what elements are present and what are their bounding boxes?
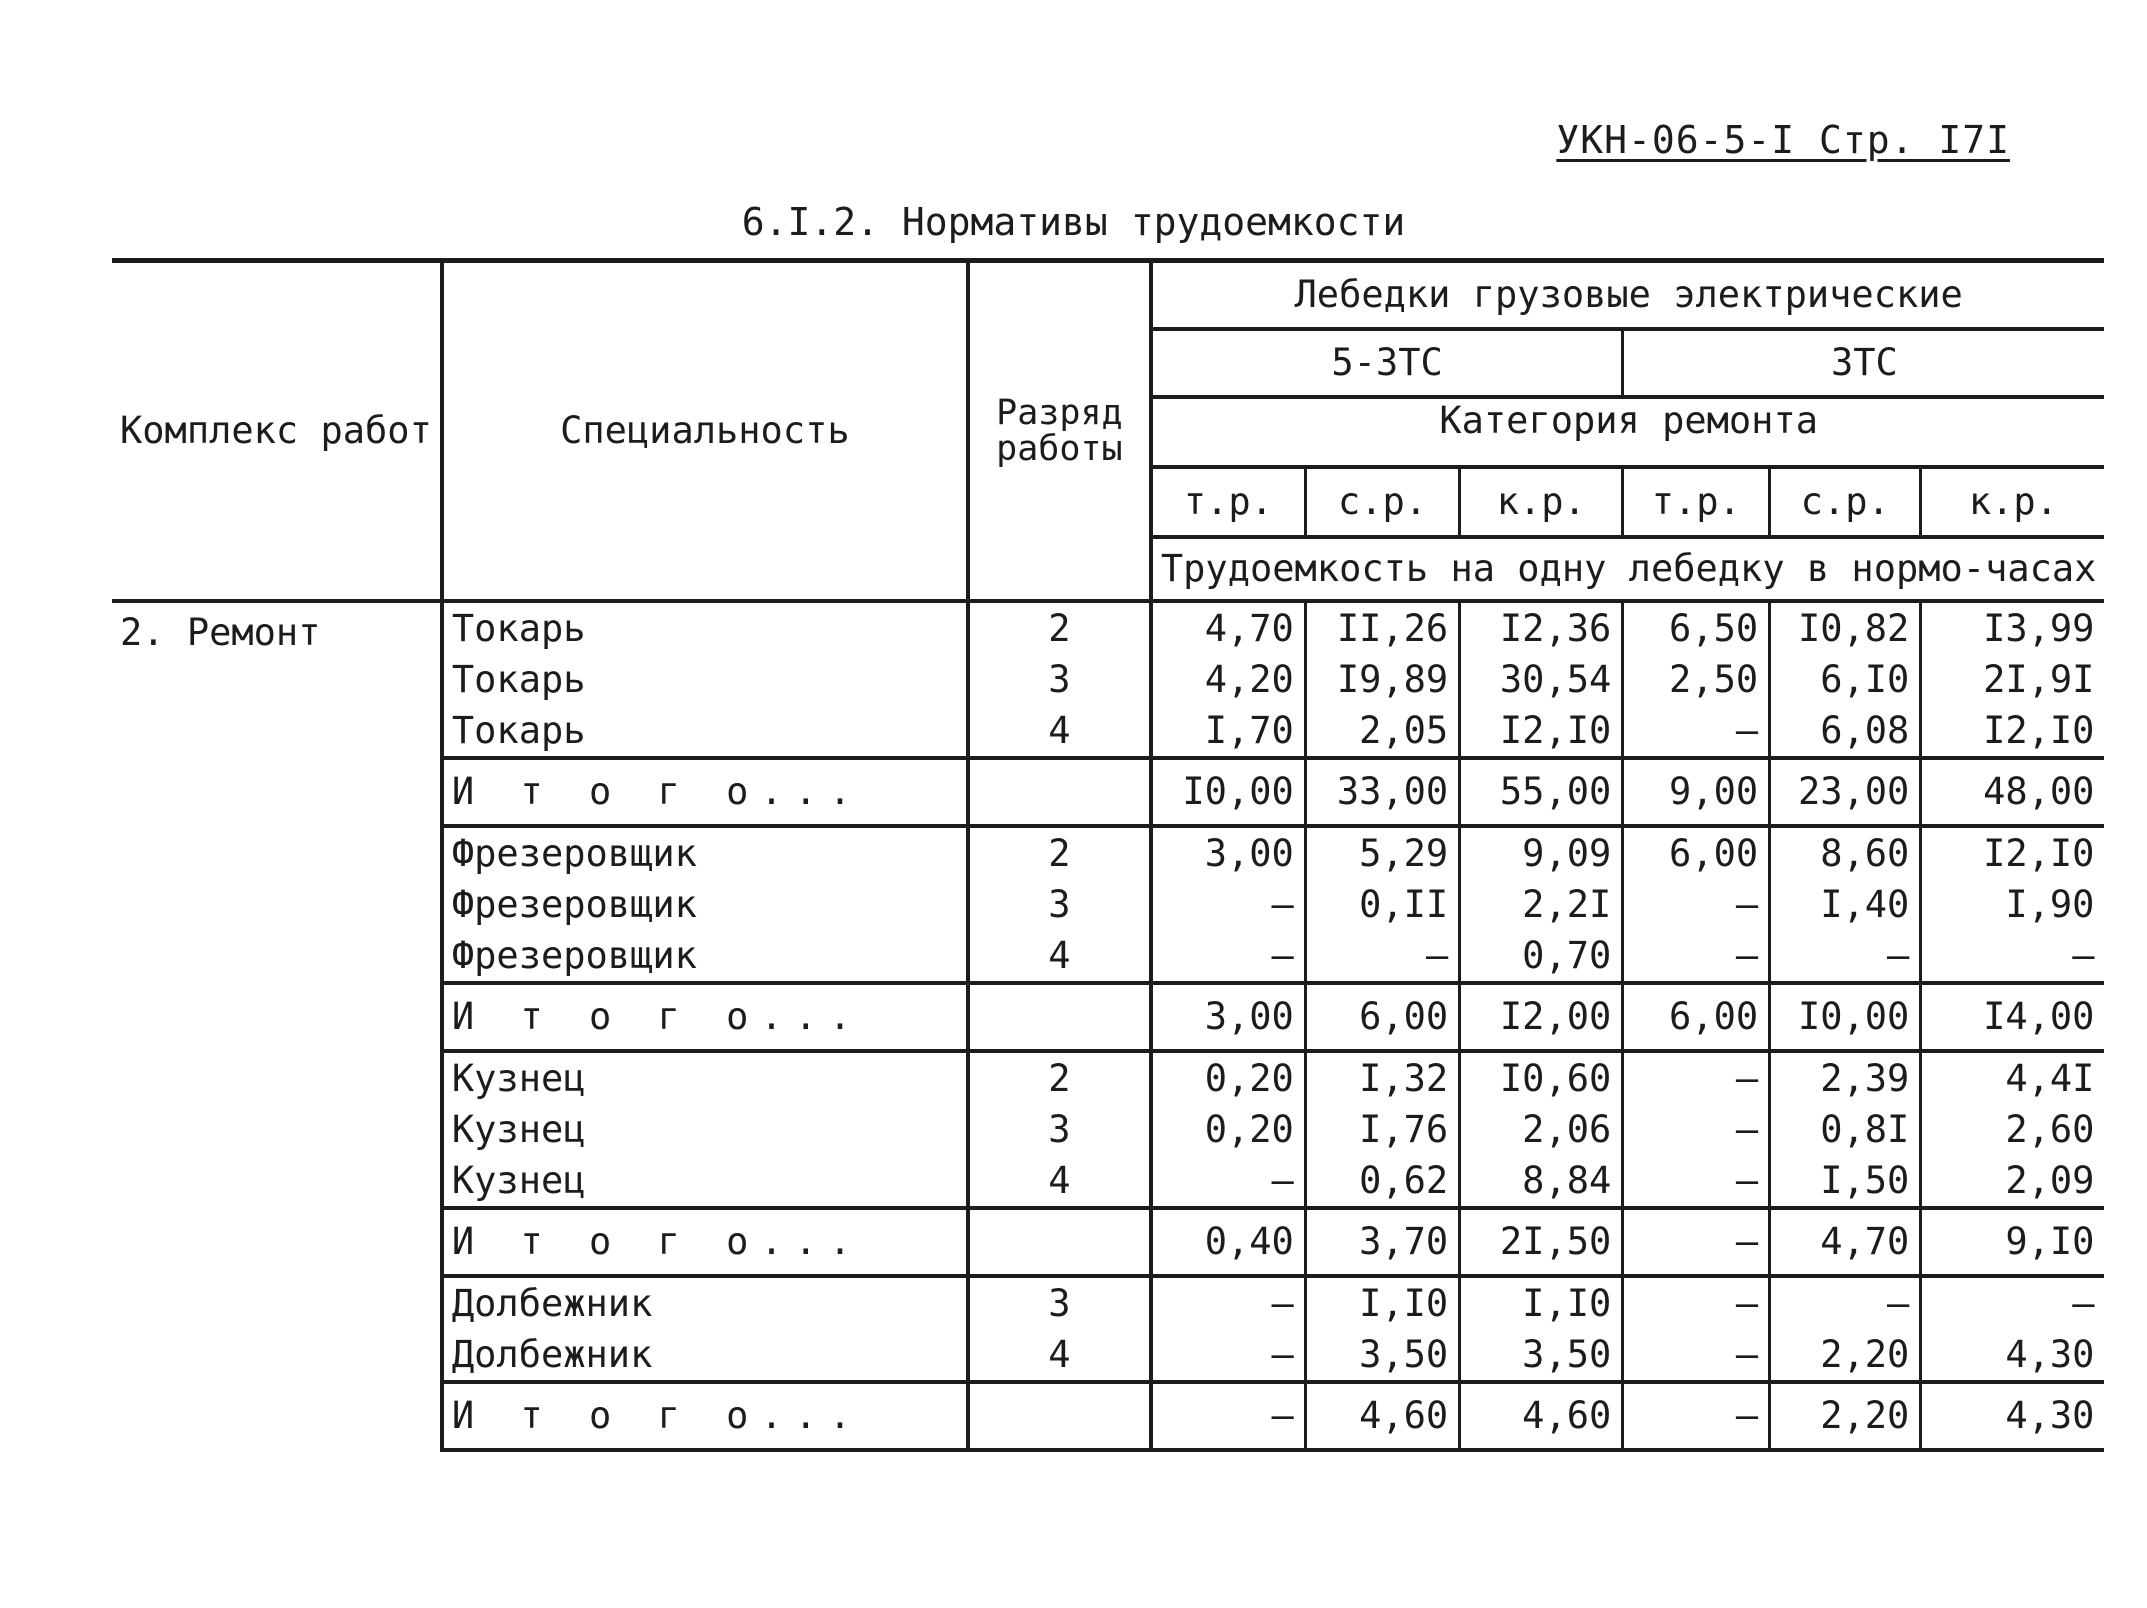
value-cell: – [1151, 1155, 1305, 1208]
total-value-cell: 0,40 [1151, 1208, 1305, 1276]
table-title: 6.I.2. Нормативы трудоемкости [741, 200, 1406, 244]
value-cell: 8,84 [1460, 1155, 1623, 1208]
row-grade: 3 [968, 654, 1151, 705]
value-cell: I,40 [1770, 879, 1921, 930]
value-cell: 0,8I [1770, 1104, 1921, 1155]
value-cell: – [1151, 1329, 1305, 1382]
value-cell: 6,50 [1623, 601, 1770, 654]
row-specialty: Фрезеровщик [442, 879, 968, 930]
total-label: И т о г о... [442, 1382, 968, 1450]
row-specialty: Фрезеровщик [442, 826, 968, 879]
header-repair-category: Категория ремонта [1151, 397, 2105, 467]
row-grade: 4 [968, 1155, 1151, 1208]
header-cat-kr-a: к.р. [1460, 467, 1623, 537]
value-cell: II,26 [1305, 601, 1459, 654]
total-value-cell: 6,00 [1305, 983, 1459, 1051]
row-grade: 2 [968, 826, 1151, 879]
total-label: И т о г о... [442, 758, 968, 826]
header-cat-tr-a: т.р. [1151, 467, 1305, 537]
total-value-cell: 48,00 [1921, 758, 2105, 826]
value-cell: 6,08 [1770, 705, 1921, 758]
value-cell: – [1770, 1276, 1921, 1329]
value-cell: 3,00 [1151, 826, 1305, 879]
value-cell: 2,50 [1623, 654, 1770, 705]
value-cell: I,I0 [1305, 1276, 1459, 1329]
value-cell: – [1623, 930, 1770, 983]
value-cell: 4,70 [1151, 601, 1305, 654]
total-value-cell: I2,00 [1460, 983, 1623, 1051]
value-cell: – [1623, 879, 1770, 930]
value-cell: 4,20 [1151, 654, 1305, 705]
value-cell: 5,29 [1305, 826, 1459, 879]
value-cell: 0,20 [1151, 1051, 1305, 1104]
value-cell: I,50 [1770, 1155, 1921, 1208]
header-specialty: Специальность [442, 261, 968, 601]
value-cell: I,90 [1921, 879, 2105, 930]
value-cell: 8,60 [1770, 826, 1921, 879]
value-cell: I0,82 [1770, 601, 1921, 654]
value-cell: 6,00 [1623, 826, 1770, 879]
total-grade-empty [968, 1382, 1151, 1450]
value-cell: – [1623, 1329, 1770, 1382]
value-cell: – [1921, 1276, 2105, 1329]
header-cat-tr-b: т.р. [1623, 467, 1770, 537]
row-specialty: Токарь [442, 705, 968, 758]
row-grade: 4 [968, 1329, 1151, 1382]
header-complex: Комплекс работ [112, 261, 442, 601]
total-value-cell: 3,00 [1151, 983, 1305, 1051]
value-cell: – [1770, 930, 1921, 983]
value-cell: I2,36 [1460, 601, 1623, 654]
value-cell: 2,2I [1460, 879, 1623, 930]
value-cell: I2,I0 [1460, 705, 1623, 758]
header-cat-kr-b: к.р. [1921, 467, 2105, 537]
header-grade-line1: Разряд [996, 392, 1123, 433]
value-cell: 3,50 [1460, 1329, 1623, 1382]
value-cell: I,32 [1305, 1051, 1459, 1104]
total-value-cell: I4,00 [1921, 983, 2105, 1051]
value-cell: 0,62 [1305, 1155, 1459, 1208]
value-cell: I,70 [1151, 705, 1305, 758]
total-value-cell: 4,60 [1460, 1382, 1623, 1450]
total-value-cell: 2,20 [1770, 1382, 1921, 1450]
row-grade: 2 [968, 1051, 1151, 1104]
value-cell: – [1623, 1104, 1770, 1155]
total-grade-empty [968, 758, 1151, 826]
row-grade: 3 [968, 1276, 1151, 1329]
value-cell: I3,99 [1921, 601, 2105, 654]
total-value-cell: 9,I0 [1921, 1208, 2105, 1276]
value-cell: 2,39 [1770, 1051, 1921, 1104]
row-grade: 3 [968, 879, 1151, 930]
value-cell: 0,20 [1151, 1104, 1305, 1155]
header-group: Лебедки грузовые электрические [1151, 261, 2105, 329]
total-value-cell: I0,00 [1151, 758, 1305, 826]
total-grade-empty [968, 1208, 1151, 1276]
header-model-5-3tc: 5-3ТС [1151, 329, 1623, 397]
row-specialty: Кузнец [442, 1104, 968, 1155]
total-label: И т о г о... [442, 983, 968, 1051]
row-specialty: Фрезеровщик [442, 930, 968, 983]
value-cell: – [1305, 930, 1459, 983]
value-cell: I2,I0 [1921, 705, 2105, 758]
value-cell: I,76 [1305, 1104, 1459, 1155]
value-cell: I0,60 [1460, 1051, 1623, 1104]
value-cell: 0,70 [1460, 930, 1623, 983]
total-value-cell: 33,00 [1305, 758, 1459, 826]
row-specialty: Токарь [442, 601, 968, 654]
total-value-cell: 55,00 [1460, 758, 1623, 826]
value-cell: 2,60 [1921, 1104, 2105, 1155]
value-cell: – [1623, 705, 1770, 758]
total-value-cell: – [1623, 1382, 1770, 1450]
header-grade [968, 261, 1151, 601]
value-cell: 6,I0 [1770, 654, 1921, 705]
value-cell: – [1623, 1051, 1770, 1104]
total-value-cell: 9,00 [1623, 758, 1770, 826]
total-value-cell: 23,00 [1770, 758, 1921, 826]
value-cell: – [1921, 930, 2105, 983]
header-cat-sr-a: с.р. [1305, 467, 1459, 537]
value-cell: 2,09 [1921, 1155, 2105, 1208]
value-cell: 2,20 [1770, 1329, 1921, 1382]
row-grade: 3 [968, 1104, 1151, 1155]
value-cell: I,I0 [1460, 1276, 1623, 1329]
row-specialty: Долбежник [442, 1276, 968, 1329]
value-cell: I9,89 [1305, 654, 1459, 705]
value-cell: 2,06 [1460, 1104, 1623, 1155]
value-cell: 0,II [1305, 879, 1459, 930]
header-model-3tc: 3ТС [1623, 329, 2105, 397]
header-cat-sr-b: с.р. [1770, 467, 1921, 537]
row-grade: 4 [968, 705, 1151, 758]
value-cell: – [1151, 930, 1305, 983]
total-value-cell: 4,70 [1770, 1208, 1921, 1276]
page-reference: УКН-06-5-I Стр. I7I [1556, 118, 2010, 162]
row-specialty: Долбежник [442, 1329, 968, 1382]
total-value-cell: – [1151, 1382, 1305, 1450]
row-grade: 2 [968, 601, 1151, 654]
value-cell: 30,54 [1460, 654, 1623, 705]
total-value-cell: 4,60 [1305, 1382, 1459, 1450]
total-grade-empty [968, 983, 1151, 1051]
header-units: Трудоемкость на одну лебедку в нормо-часах [1151, 537, 2105, 601]
row-specialty: Кузнец [442, 1155, 968, 1208]
row-specialty: Кузнец [442, 1051, 968, 1104]
total-value-cell: 4,30 [1921, 1382, 2105, 1450]
value-cell: 9,09 [1460, 826, 1623, 879]
value-cell: 4,30 [1921, 1329, 2105, 1382]
complex-name: 2. Ремонт [112, 601, 442, 1450]
value-cell: 2I,9I [1921, 654, 2105, 705]
total-value-cell: 2I,50 [1460, 1208, 1623, 1276]
total-value-cell: 3,70 [1305, 1208, 1459, 1276]
value-cell: – [1623, 1276, 1770, 1329]
value-cell: – [1151, 879, 1305, 930]
value-cell: 2,05 [1305, 705, 1459, 758]
total-label: И т о г о... [442, 1208, 968, 1276]
value-cell: – [1151, 1276, 1305, 1329]
total-value-cell: I0,00 [1770, 983, 1921, 1051]
total-value-cell: – [1623, 1208, 1770, 1276]
labor-norms-table [112, 258, 2104, 1452]
value-cell: 4,4I [1921, 1051, 2105, 1104]
value-cell: I2,I0 [1921, 826, 2105, 879]
value-cell: 3,50 [1305, 1329, 1459, 1382]
header-grade-line2: работы [996, 428, 1123, 469]
total-value-cell: 6,00 [1623, 983, 1770, 1051]
row-grade: 4 [968, 930, 1151, 983]
row-specialty: Токарь [442, 654, 968, 705]
value-cell: – [1623, 1155, 1770, 1208]
